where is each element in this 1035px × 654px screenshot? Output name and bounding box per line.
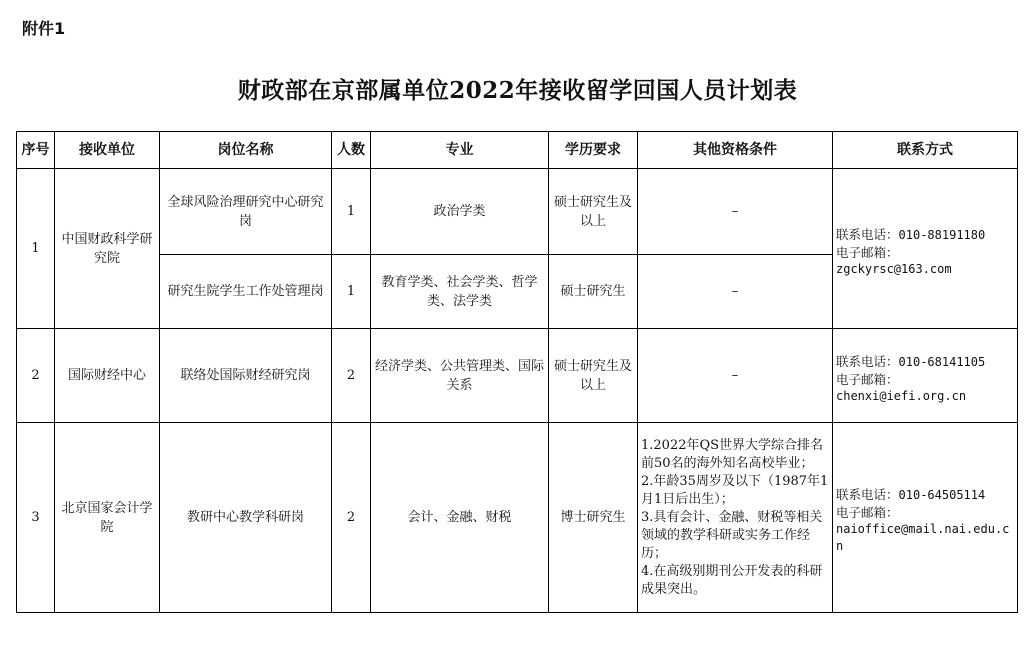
email-address: naioffice@mail.nai.edu.cn — [836, 522, 1010, 553]
header-unit: 接收单位 — [55, 132, 160, 169]
count-cell: 1 — [332, 255, 371, 329]
phone-label: 联系电话： — [836, 226, 899, 242]
conditions-cell: – — [638, 169, 833, 255]
seq-cell: 1 — [17, 169, 55, 329]
phone-number: 010-68141105 — [898, 354, 986, 369]
header-conditions: 其他资格条件 — [638, 132, 833, 169]
header-position: 岗位名称 — [160, 132, 332, 169]
education-cell: 硕士研究生及以上 — [549, 169, 638, 255]
position-cell: 联络处国际财经研究岗 — [160, 329, 332, 423]
contact-cell — [833, 423, 1018, 613]
position-cell: 研究生院学生工作处管理岗 — [160, 255, 332, 329]
recruitment-plan-table — [16, 131, 1018, 613]
conditions-cell: – — [638, 329, 833, 423]
table-row — [17, 423, 1018, 613]
unit-cell: 国际财经中心 — [55, 329, 160, 423]
education-cell: 硕士研究生及以上 — [549, 329, 638, 423]
count-cell: 2 — [332, 329, 371, 423]
phone-label: 联系电话： — [836, 353, 899, 369]
table-row — [17, 329, 1018, 423]
unit-cell: 中国财政科学研究院 — [55, 169, 160, 329]
contact-cell — [833, 169, 1018, 329]
condition-item: 2.年龄35周岁及以下（1987年1月1日后出生）； — [641, 473, 829, 507]
page-title: 财政部在京部属单位2022年接收留学回国人员计划表 — [237, 77, 798, 104]
phone-number: 010-88191180 — [898, 227, 986, 242]
seq-cell: 2 — [17, 329, 55, 423]
phone-label: 联系电话： — [836, 487, 899, 502]
table-header-row — [17, 132, 1018, 169]
condition-item: 1.2022年QS世界大学综合排名前50名的海外知名高校毕业； — [641, 437, 824, 471]
header-major: 专业 — [371, 132, 549, 169]
major-cell: 政治学类 — [371, 169, 549, 255]
email-address: chenxi@iefi.org.cn — [836, 388, 967, 403]
education-cell: 硕士研究生 — [549, 255, 638, 329]
conditions-cell — [638, 423, 833, 613]
email-address: zgckyrsc@163.com — [836, 261, 952, 276]
position-cell: 全球风险治理研究中心研究岗 — [160, 169, 332, 255]
attachment-label: 附件1 — [22, 19, 66, 38]
header-education: 学历要求 — [549, 132, 638, 169]
major-cell: 经济学类、公共管理类、国际关系 — [371, 329, 549, 423]
education-cell: 博士研究生 — [549, 423, 638, 613]
email-label: 电子邮箱： — [836, 505, 899, 520]
major-cell: 会计、金融、财税 — [371, 423, 549, 613]
condition-item: 3.具有会计、金融、财税等相关领域的教学科研或实务工作经历； — [641, 509, 823, 561]
seq-cell: 3 — [17, 423, 55, 613]
contact-cell — [833, 329, 1018, 423]
major-cell: 教育学类、社会学类、哲学类、法学类 — [371, 255, 549, 329]
header-contact: 联系方式 — [833, 132, 1018, 169]
header-count: 人数 — [332, 132, 371, 169]
count-cell: 1 — [332, 169, 371, 255]
condition-item: 4.在高级别期刊公开发表的科研成果突出。 — [641, 563, 823, 597]
position-cell: 教研中心教学科研岗 — [160, 423, 332, 613]
header-seq: 序号 — [17, 132, 55, 169]
email-label: 电子邮箱： — [836, 371, 899, 387]
count-cell: 2 — [332, 423, 371, 613]
email-label: 电子邮箱： — [836, 244, 899, 260]
unit-cell: 北京国家会计学院 — [55, 423, 160, 613]
conditions-cell: – — [638, 255, 833, 329]
phone-number: 010-64505114 — [898, 488, 986, 502]
table-row — [17, 169, 1018, 255]
